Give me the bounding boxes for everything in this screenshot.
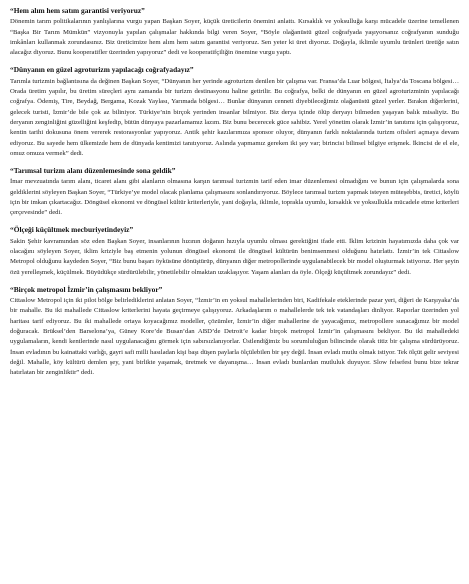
section-heading: “Dünyanın en güzel agroturizm yapılacağı coğrafyadayız”: [10, 65, 194, 75]
section-scale: [10, 225, 459, 278]
section-paragraph: Sakin Şehir kavramından söz eden Başkan Soyer, insanlarının hızının doğanın hızıyla uyumlu olması gerektiğini ifade etti. İklim krizinin hayatımızda daha çok var olacağını söyleyen Soyer, iklim kriziyle baş etmenin yolunun döngüsel ekonomi ile döngüsel kültürün benimsenmesi olduğunu hatırlattı. İzmir’in tek Cittaslow Metropol olduğunu kaydeden Soyer, “Biz bunu başarı öyküsüne dönüştürüp, dünyanın diğer metropollerinde uygulanabilecek bir model oluşturmak istiyoruz. Her şeyin özü yerelleşmek, küçülmek. Büyüdükçe sürdürülebilir, yönetilebilir olmaktan uzaklaşıyor. Yaşam alanları da öyle. Ölçeği küçültmek zorundayız” dedi.: [10, 237, 459, 276]
section-paragraph: Dönemin tarım politikalarının yanlışlarına vurgu yapan Başkan Soyer, küçük üreticilerin önemini anlattı. Kırsaklık ve yoksulluğa karşı mücadele üzerine temellenen “Başka Bir Tarım Mümkün” vizyonuyla yapılan çalışmalar hakkında bilgi veren Soyer, “Böyle olağanüstü güzel coğrafyada yaşıyorsanız coğrafyanın sunduğu imkânları kullanmak zorundasınız. Biz üreticimize hem alım hem satım garantisi veriyoruz. Sen yeter ki üret diyoruz. Doğayla, iklimle uyumlu ürünleri üretiğe satın alacağız diyoruz. Bunu kooperatifler üzerinden yapıyoruz” dedi ve kooperatifçiliğin önemine vurgu yaptı.: [10, 18, 459, 57]
section-paragraph: Tarımla turizmin bağlantısına da değinen Başkan Soyer, “Dünyanın her yerinde agroturizm denilen bir çalışma var. Fransa’da Luar bölgesi, İtalya’da Toscana bölgesi… Orada üretim yapılır, bu üretim süreçleri aynı zamanda bir turizm destinasyonu haline getirilir. Bu coğrafya, belki de dünyanın en güzel agroturizminin yapılacağı coğrafya. Ödemiş, Tire, Beydağ, Bergama, Kozak Yaylası, Yarımada bölgesi… Bunlar dünyanın cenneti diyebileceğimiz olağanüstü güzel yerler. Bırakın diğerlerini, gelecek turisti, İzmir’de bile çok az biliniyor. Türkiye’nin birçok yerinden insanlar bilmiyor. Biz derya içinde ölüp deryayı bilmeden yaşayan balık misaliyiz. Bu deryanın zenginliğini güzelliğini keşfedip, bütün dünyaya pazarlamamız lazım. Biz bunu becerecek güce sahibiz. Yerel yönetim olarak İzmir’in tanıtımı için çalışıyoruz, kentin tarihi dokusuna önem vererek restorasyonlar yapıyoruz. Antik şehir kazılarımıza sponsor oluyor, dünyanın farklı noktalarında turizm ofisleri açmaya devam ediyoruz. Bu sayede hem ülkemizde hem de dünyada kentimizi tanıtıyoruz. Aslında yapmamız gereken iki şey var; birincisi bilinsel bilgiye erişmek. İkincisi de el ele, omuz omuza vermek” dedi.: [10, 77, 459, 158]
section-heading: “Birçok metropol İzmir’in çalışmasını bekliyor”: [10, 284, 163, 294]
section-heading: “Tarımsal turizm alanı düzenlemesinde sona geldik”: [10, 165, 176, 175]
section-heading: “Ölçeği küçültmek mecburiyetindeyiz”: [10, 225, 134, 235]
section-heading: “Hem alım hem satım garantisi veriyoruz”: [10, 6, 145, 15]
section-paragraph: İmar mevzuatında tarım alanı, ticaret alanı gibi alanların olmasına karşın tarımsal turizmin tarif eden imar düzenlemesi olmadığını ve bunun için çalışmalarda sona geldiklerini söyleyen Başkan Soyer, “Türkiye’ye model olacak planlama çalışmasını sonlandırıyoruz. Böylece tarımsal turizm yapmak isteyen müteşebbis, üretici, köylü için bir imkan çıkartacağız. Döngüsel ekonomi ve döngüsel kültür kriterleriyle, yani doğayla, iklimle, toprakla uyumlu, kırsaklık ve yoksullukla mücadele etme kriterleri çerçevesinde” dedi.: [10, 178, 459, 217]
section-metropol: [10, 285, 459, 379]
section-agrotourism: [10, 65, 459, 159]
section-guarantee: [10, 6, 459, 59]
section-agricultural-zoning: [10, 166, 459, 219]
section-paragraph: Cittaslow Metropol için iki pilot bölge belirlediklerini anlatan Soyer, “İzmir’in en yoksul mahallelerinden biri, Kadifekale eteklerinde pazar yeri, diğeri de Karşıyaka’da bir mahalle. Bu iki mahallede Cittaslow kriterlerini hayata geçirmeye çalışıyoruz. Arkadaşlarım o mahallelerde tek tek vatandaşları dinliyor. Raporlar üzerinden yol haritası tarif ediyoruz. Bu iki mahallede ortaya koyacağımız modeller, çözümler, İzmir’in diğer mahallerine de yayacağımız, metropollere sunacağımız bir model doğuracak. Brüksel’den Barselona’ya, Güney Kore’de Busan’dan ABD’de Detroit’e kadar birçok metropol İzmir’in çalışmasını bekliyor. Bu iki mahalledeki uygulamaların, kendi kentlerinde nasıl uygulanacağını görmek için sabırsızlanıyorlar. Üstlendiğimiz bu sorumluluğun bilincinde olarak titiz bir çalışma sürdürüyoruz. İnsan evladının bu kainattaki varlığı, gayri safi milli hasıladan kişi başı düşen paylarla ölçülebilen bir şey değil. İnsan evladı mutlu olmak istiyor. Tek ölçüt gelir seviyesi değil. Mahalle, köy kültürü demlen şey, yani birlikte yaşamak, üretmek ve dayanışma… İnsan evladı bunlardan mutluluk duyuyor. Slow felsefesi bunu bize tekrar hatırlatan bir zenginliktir” dedi.: [10, 296, 459, 377]
